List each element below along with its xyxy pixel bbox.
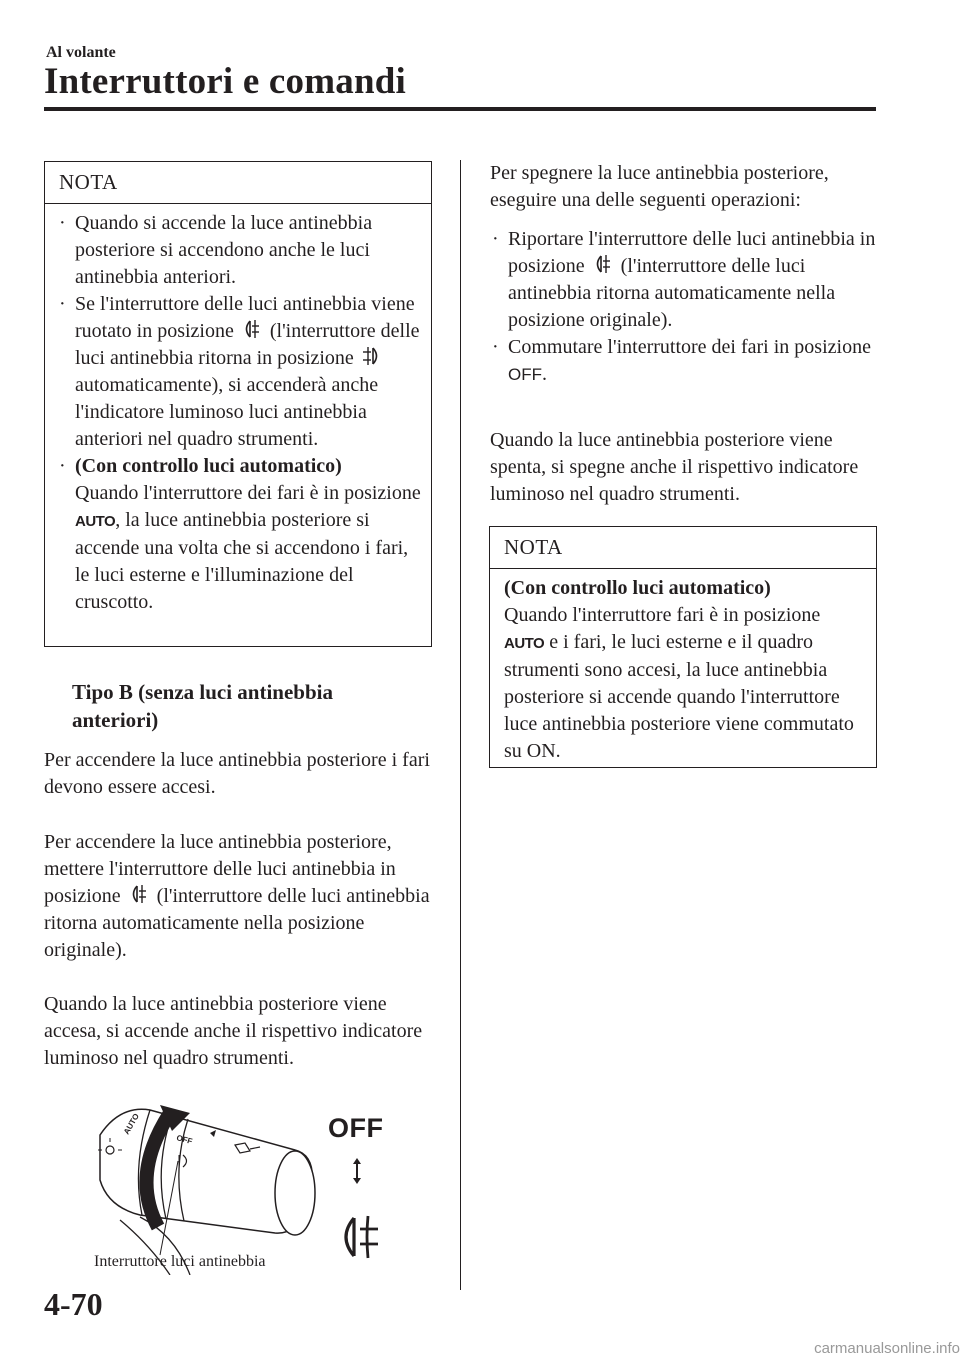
page-title: Interruttori e comandi [44,61,406,102]
note-box-2 [489,526,877,768]
note-subtitle: (Con controllo luci automatico) [504,577,771,599]
column-divider [460,160,461,1290]
front-fog-icon [359,345,385,367]
right-bullets [490,226,880,388]
note-text: Quando si accende la luce antinebbia posteriore si accendono anche le luci antinebbia anteriori. [75,212,373,288]
watermark: carmanualsonline.info [814,1340,960,1357]
right-bullet [490,334,880,388]
right-text: (l'interruttore delle luci antinebbia ritorna automaticamente nella posizione originale). [508,255,836,331]
bullet-dot: · [492,336,499,358]
double-arrow-icon [350,1157,364,1185]
fog-switch-figure [80,1095,400,1275]
note-text: automaticamente), si accenderà anche l'indicatore luminoso luci antinebbia anteriori nel quadro strumenti. [75,374,379,450]
bullet-dot: · [59,293,66,315]
note-heading: NOTA [45,162,431,204]
right-text: Commutare l'interruttore dei fari in posizione [508,336,871,358]
note-bullet [57,453,421,616]
off-label: OFF [328,1113,384,1143]
rear-fog-icon [239,318,265,340]
note-body [490,569,876,773]
typeb-text: (l'interruttore delle luci antinebbia ritorna automaticamente nella posizione originale). [44,885,430,961]
note-body [45,204,431,624]
note-box-1 [44,161,432,647]
section-label: Al volante [46,44,116,61]
auto-mark: AUTO [75,513,116,530]
rear-fog-icon [126,883,152,905]
right-text: . [542,363,547,385]
typeb-heading: Tipo B (senza luci antinebbia anteriori) [72,680,334,732]
note-bullet [57,210,421,291]
note-text: Quando l'interruttore dei fari è in posizione [75,482,421,504]
note-subtitle: (Con controllo luci automatico) [75,455,342,477]
stalk-auto-label: AUTO [121,1111,141,1136]
bullet-dot: · [492,228,499,250]
rear-fog-large-icon [332,1213,388,1261]
note-bullet [57,291,421,453]
note-text: Se l'interruttore delle luci antinebbia viene ruotato in posizione [75,293,415,342]
note-heading: NOTA [490,527,876,569]
header-rule [44,107,876,111]
note-text: Quando l'interruttore fari è in posizione [504,604,821,626]
page-number: 4-70 [44,1286,103,1322]
stalk-off-label: OFF [175,1133,194,1147]
note-text: , la luce antinebbia posteriore si accende una volta che si accendono i fari, le luci esterne e l'illuminazione del cruscotto. [75,509,409,613]
auto-mark: AUTO [504,635,545,652]
rear-fog-icon [590,253,616,275]
right-text: Riportare l'interruttore delle luci antinebbia in posizione [508,228,876,277]
note-text: (l'interruttore delle luci antinebbia ritorna in posizione [75,320,420,369]
right-para: Quando la luce antinebbia posteriore viene spenta, si spegne anche il rispettivo indicatore luminoso nel quadro strumenti. [490,429,859,505]
off-mark: OFF [508,365,542,384]
note-text: e i fari, le luci esterne e il quadro strumenti sono accesi, la luce antinebbia posteriore si accende quando l'interruttore luce antinebbia posteriore viene commutato su ON. [504,631,854,762]
bullet-dot: · [59,455,66,477]
right-intro: Per spegnere la luce antinebbia posteriore, eseguire una delle seguenti operazioni: [490,162,829,211]
figure-caption: Interruttore luci antinebbia [94,1253,266,1270]
typeb-para-3: Quando la luce antinebbia posteriore viene accesa, si accende anche il rispettivo indicatore luminoso nel quadro strumenti. [44,993,423,1069]
typeb-para-2 [44,829,444,964]
right-bullet [490,226,880,334]
typeb-para-1: Per accendere la luce antinebbia posteriore i fari devono essere accesi. [44,749,430,798]
bullet-dot: · [59,212,66,234]
typeb-text: Per accendere la luce antinebbia posteriore, mettere l'interruttore delle luci antinebbia in posizione [44,831,396,907]
